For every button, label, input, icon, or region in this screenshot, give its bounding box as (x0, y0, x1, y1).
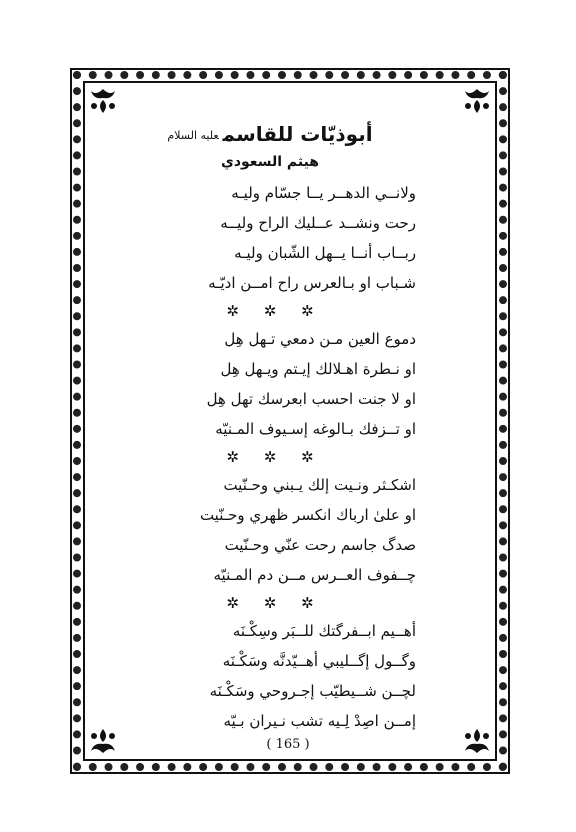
verse-line: او تــزفك بـالوغه إسـيوف المـنيّه (215, 420, 416, 438)
page-number: ( 165 ) (266, 737, 310, 752)
stanza-separator: ✲ ✲ ✲ (226, 302, 324, 320)
poem-title (120, 118, 420, 150)
stanza (120, 178, 420, 298)
poem (120, 118, 420, 736)
stanza-separator: ✲ ✲ ✲ (226, 594, 324, 612)
verse-line: صدگ جاسم رحت عنّي وحـنّيت (224, 536, 416, 554)
stanza-separator: ✲ ✲ ✲ (226, 448, 324, 466)
poem-title-text: أبوذيّات للقاسم (222, 122, 373, 146)
verse-line: لچــن شــيطيّب إجـروحي وسَكْـنَه (209, 682, 416, 700)
verse-line: چــفوف العــرس مــن دم المـنيّه (213, 566, 416, 584)
stanza (120, 470, 420, 590)
verse-line: او علىٰ ارباك انكسر ظهري وحـنّيت (199, 506, 416, 524)
verse-line: دموع العين مـن دمعي تـهل هِل (224, 330, 416, 348)
verse-line: أهــيم ابــفرگتك للــبَر وسِكْـنَه (232, 622, 416, 640)
verse-line: رحت ونشــد عــليك الراح وليــه (220, 214, 416, 232)
poem-author: هيثم السعودي (221, 154, 319, 170)
verse-line: إمــن اصِدْ لِـيه تشب نـيران بـيّه (223, 712, 416, 730)
stanza (120, 616, 420, 736)
verse-line: او نـطرة اهـلالك إيـتم ويـهل هِل (220, 360, 416, 378)
corner-ornament-icon (460, 84, 494, 118)
verse-line: اشكـثر ونـيت إلك يـبني وحـنّيت (223, 476, 416, 494)
verse-line: وگــول إگــليبي أهــيّدنَّه وسَكْـنَه (222, 652, 416, 670)
corner-ornament-icon (86, 84, 120, 118)
verse-line: او لا جنت احسب ابعرسك تهل هِل (206, 390, 416, 408)
verse-line: ولانــي الدهــر يــا جسّام وليـه (231, 184, 416, 202)
honorific-text: عليه السلام (167, 128, 219, 142)
verse-line: ربــاب أنــا يــهل الشّبان وليـه (234, 244, 416, 262)
stanza (120, 324, 420, 444)
verse-line: شـباب او بـالعرس راح امــن اديّـه (208, 274, 416, 292)
